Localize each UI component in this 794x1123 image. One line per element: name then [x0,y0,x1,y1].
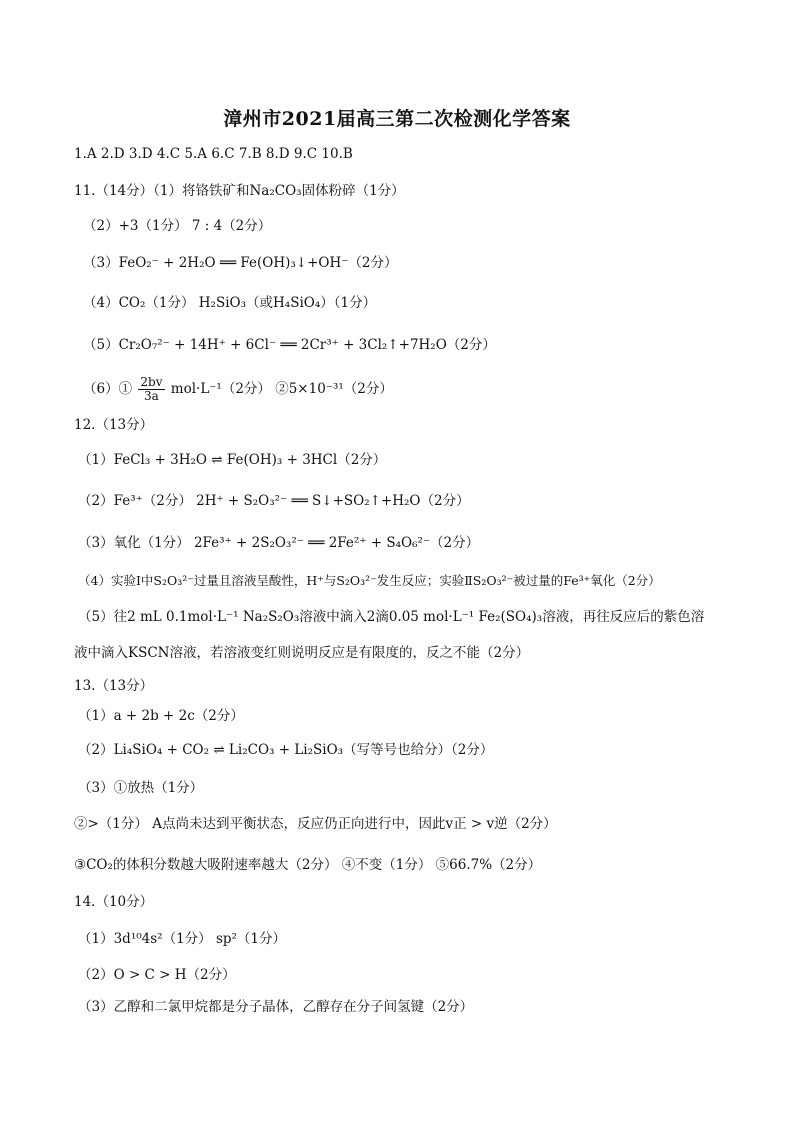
q12-part1: （1）FeCl₃ + 3H₂O ⇌ Fe(OH)₃ + 3HCl（2分） [78,452,387,468]
q11-part6 [83,376,393,403]
q14-header: 14.（10分） [74,894,154,910]
q13-part3-sub3: ③CO₂的体积分数越大吸附速率越大（2分） ④不变（1分） ⑤66.7%（2分） [74,857,542,873]
multiple-choice-answers: 1.A 2.D 3.D 4.C 5.A 6.C 7.B 8.D 9.C 10.B [74,146,353,162]
q12-part2: （2）Fe³⁺（2分） 2H⁺ + S₂O₃²⁻ ══ S↓+SO₂↑+H₂O（2分） [78,493,470,509]
q12-part3: （3）氧化（1分） 2Fe³⁺ + 2S₂O₃²⁻ ══ 2Fe²⁺ + S₄O₆²⁻（2分） [78,535,480,551]
q13-header: 13.（13分） [74,678,154,694]
q11-part4: （4）CO₂（1分） H₂SiO₃（或H₄SiO₄）（1分） [83,295,377,311]
q12-part4: （4）实验Ⅰ中S₂O₃²⁻过量且溶液呈酸性，H⁺与S₂O₃²⁻发生反应；实验ⅡS₂O₃²⁻被过量的Fe³⁺氧化（2分） [78,573,661,588]
q14-part2: （2）O > C > H（2分） [78,967,236,983]
q12-part5-line1: （5）往2 mL 0.1mol·L⁻¹ Na₂S₂O₃溶液中滴入2滴0.05 mol·L⁻¹ Fe₂(SO₄)₃溶液，再往反应后的紫色溶 [78,609,705,625]
q13-part2: （2）Li₄SiO₄ + CO₂ ⇌ Li₂CO₃ + Li₂SiO₃（写等号也给分）（2分） [78,742,494,758]
q11-header: 11.（14分）（1）将铬铁矿和Na₂CO₃固体粉碎（1分） [74,183,405,199]
q13-part3: （3）①放热（1分） [78,780,204,796]
fraction-denominator: 3a [144,389,159,403]
q11-part5: （5）Cr₂O₇²⁻ + 14H⁺ + 6Cl⁻ ══ 2Cr³⁺ + 3Cl₂↑+7H₂O（2分） [83,337,496,353]
q14-part1: （1）3d¹⁰4s²（1分） sp²（1分） [78,931,287,947]
q12-header: 12.（13分） [74,417,154,433]
q14-part3: （3）乙醇和二氯甲烷都是分子晶体，乙醇存在分子间氢键（2分） [78,999,474,1015]
q13-part3-sub2: ②>（1分） A点尚未达到平衡状态，反应仍正向进行中，因此v正 > v逆（2分） [74,816,557,832]
q11-part3: （3）FeO₂⁻ + 2H₂O ══ Fe(OH)₃↓+OH⁻（2分） [83,255,398,271]
fraction-numerator: 2bv [140,375,163,389]
q11-part6-prefix: （6）① [83,381,133,397]
q12-part5-line2: 液中滴入KSCN溶液，若溶液变红则说明反应是有限度的，反之不能（2分） [74,645,530,661]
fraction [138,376,164,403]
q11-part2: （2）+3（1分） 7 : 4（2分） [83,218,272,234]
page-title: 漳州市2021届高三第二次检测化学答案 [223,108,571,130]
q11-part6-suffix: mol·L⁻¹（2分） ②5×10⁻³¹（2分） [170,381,393,397]
q13-part1: （1）a + 2b + 2c（2分） [78,708,244,724]
